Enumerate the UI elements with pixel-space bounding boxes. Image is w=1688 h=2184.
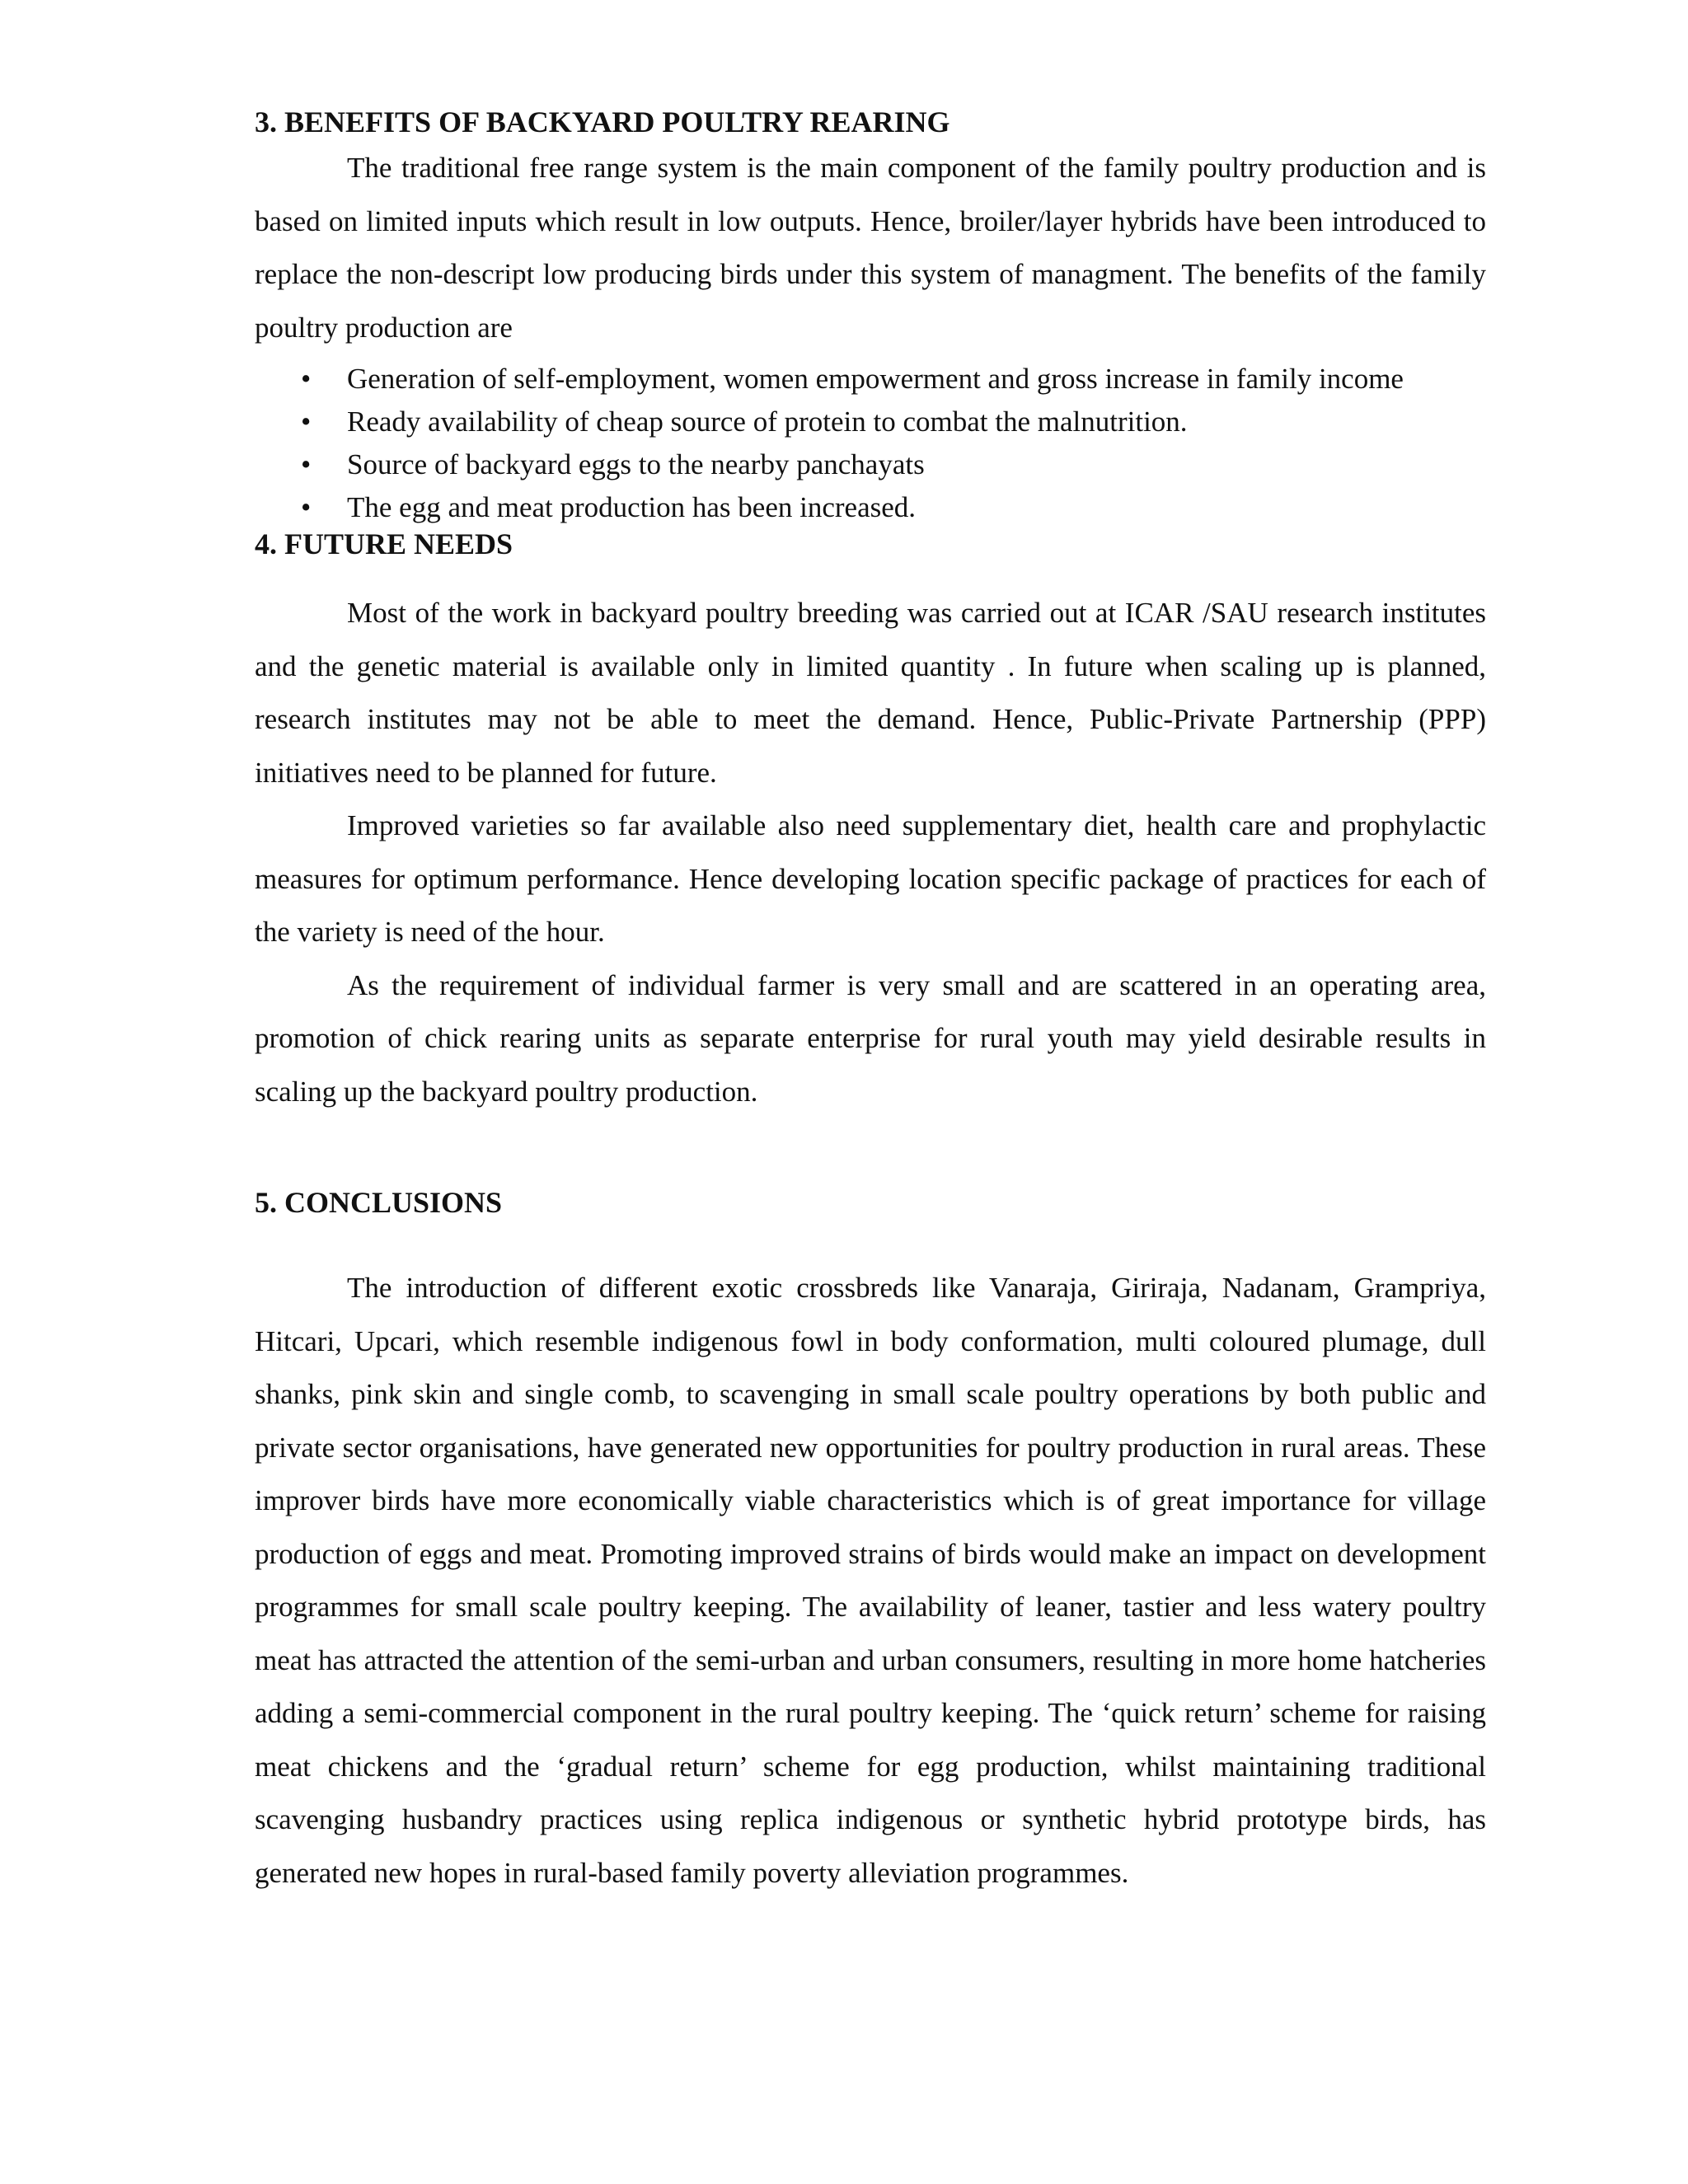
bullet-icon: • <box>301 405 312 438</box>
bullet-icon: • <box>301 491 312 523</box>
future-needs-paragraph-1: Most of the work in backyard poultry breeding was carried out at ICAR /SAU research institutes and the genetic material is available only in limited quantity . In future when scaling up is planned, research institutes may not be able to meet the demand. Hence, Public-Private Partnership (PPP) initiatives need to be planned for future. <box>255 597 1486 789</box>
list-item-text: Source of backyard eggs to the nearby panchayats <box>347 448 925 480</box>
section-heading-future-needs: 4. FUTURE NEEDS <box>255 527 513 560</box>
benefits-paragraph: The traditional free range system is the main component of the family poultry production and is based on limited inputs which result in low outputs. Hence, broiler/layer hybrids have been introduced to replace the non-descript low producing birds under this system of managment. The benefits of the family poultry production are <box>255 152 1486 344</box>
list-item <box>255 401 1486 443</box>
list-item <box>255 358 1486 401</box>
list-item-text: Generation of self-employment, women empowerment and gross increase in family income <box>347 363 1404 395</box>
section-heading-conclusions: 5. CONCLUSIONS <box>255 1186 503 1219</box>
bullet-icon: • <box>301 448 312 480</box>
conclusions-paragraph: The introduction of different exotic crossbreds like Vanaraja, Giriraja, Nadanam, Grampriya, Hitcari, Upcari, which resemble indigenous fowl in body conformation, multi coloured plumage, dull shanks, pink skin and single comb, to scavenging in small scale poultry operations by both public and private sector organisations, have generated new opportunities for poultry production in rural areas. These improver birds have more economically viable characteristics which is of great importance for village production of eggs and meat. Promoting improved strains of birds would make an impact on development programmes for small scale poultry keeping. The availability of leaner, tastier and less watery poultry meat has attracted the attention of the semi-urban and urban consumers, resulting in more home hatcheries adding a semi-commercial component in the rural poultry keeping. The ‘quick return’ scheme for raising meat chickens and the ‘gradual return’ scheme for egg production, whilst maintaining traditional scavenging husbandry practices using replica indigenous or synthetic hybrid prototype birds, has generated new hopes in rural-based family poverty alleviation programmes. <box>255 1272 1486 1889</box>
document-page <box>255 104 1486 1900</box>
list-item-text: Ready availability of cheap source of protein to combat the malnutrition. <box>347 405 1188 438</box>
list-item <box>255 443 1486 486</box>
section-heading-benefits: 3. BENEFITS OF BACKYARD POULTRY REARING <box>255 105 950 138</box>
future-needs-paragraph-2: Improved varieties so far available also need supplementary diet, health care and prophylactic measures for optimum performance. Hence developing location specific package of practices for each of the variety is need of the hour. <box>255 809 1486 948</box>
bullet-icon: • <box>301 363 312 395</box>
benefits-list <box>255 358 1486 529</box>
future-needs-paragraph-3: As the requirement of individual farmer is very small and are scattered in an operating area, promotion of chick rearing units as separate enterprise for rural youth may yield desirable results in scaling up the backyard poultry production. <box>255 968 1486 1108</box>
list-item-text: The egg and meat production has been increased. <box>347 491 917 523</box>
list-item <box>255 486 1486 529</box>
